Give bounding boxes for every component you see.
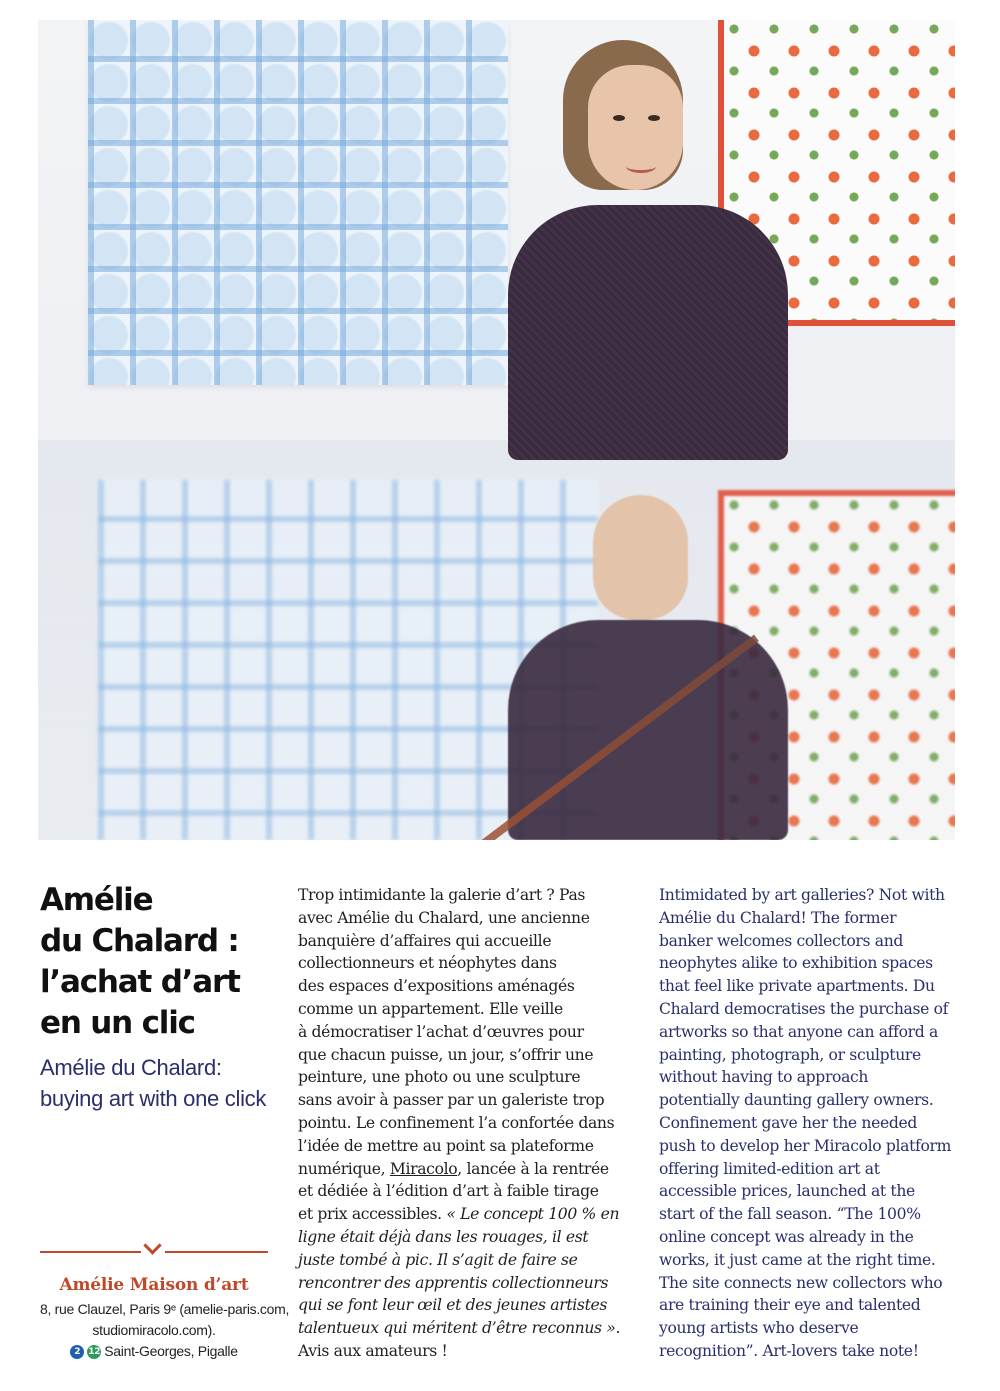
metro-stations: Saint-Georges, Pigalle — [104, 1343, 238, 1359]
miracolo-link[interactable]: Miracolo — [389, 1159, 458, 1178]
body-english: Intimidated by art galleries? Not with Amélie du Chalard! The former banker welcomes collectors and neophytes alike to exhibition spaces that feel like private apartments. Du Chalard democratises the purchase of artworks so that anyone can afford a painting, photograph, or sculpture without having to approach potentially daunting gallery owners. Confinement gave her the needed push to develop her Miracolo platform offering limited-edition art at accessible prices, launched at the start of the fall season. “The 100% online concept was already in the works, it just came at the right time. The site connects new collectors who are training their eye and talented young artists who deserve recognition”. Art-lovers take note! — [659, 886, 952, 1360]
woman-figure — [508, 40, 788, 460]
headline-en: Amélie du Chalard: buying art with one click — [40, 1055, 267, 1111]
place-name: Amélie Maison d’art — [59, 1275, 249, 1295]
blue-artwork — [88, 20, 508, 385]
chevron-down-icon — [141, 1241, 165, 1255]
address: 8, rue Clauzel, Paris 9ᵉ (amelie-paris.com, studiomiracolo.com). 2 12 Saint-Georges, Pigalle — [40, 1299, 268, 1362]
metro-line-2-icon: 2 — [70, 1345, 84, 1359]
headline-fr: Amélie du Chalard : l’achat d’art en un clic — [40, 882, 240, 1041]
metro-line-12-icon: 12 — [88, 1346, 101, 1357]
divider — [40, 1251, 268, 1253]
portrait-photo — [38, 20, 955, 840]
body-french: Trop intimidante la galerie d’art ? Pas avec Amélie du Chalard, une ancienne banquière d’affaires qui accueille collectionneurs et néophytes dans des espaces d’expositions aménagés comme un appartement. Elle veille à démocratiser l’achat d’œuvres pour que chacun puisse, un jour, s’offrir une peinture, une photo ou une sculpture sans avoir à passer par un galeriste trop pointu. Le confinement l’a confortée dans l’idée de mettre au point sa plateforme numérique, Miracolo, lancée à la rentrée et dédiée à l’édition d’art à faible tirage et prix accessibles. « Le concept 100 % en ligne était déjà dans les rouages, il est juste tombé à pic. Il s’agit de faire se rencontrer des apprentis collectionneurs qui se font leur œil et des jeunes artistes talentueux qui méritent d’être reconnus ». Avis aux amateurs ! — [298, 886, 621, 1360]
info-box — [40, 1242, 290, 1362]
metro-info — [40, 1341, 268, 1362]
headline-block — [40, 880, 280, 1114]
